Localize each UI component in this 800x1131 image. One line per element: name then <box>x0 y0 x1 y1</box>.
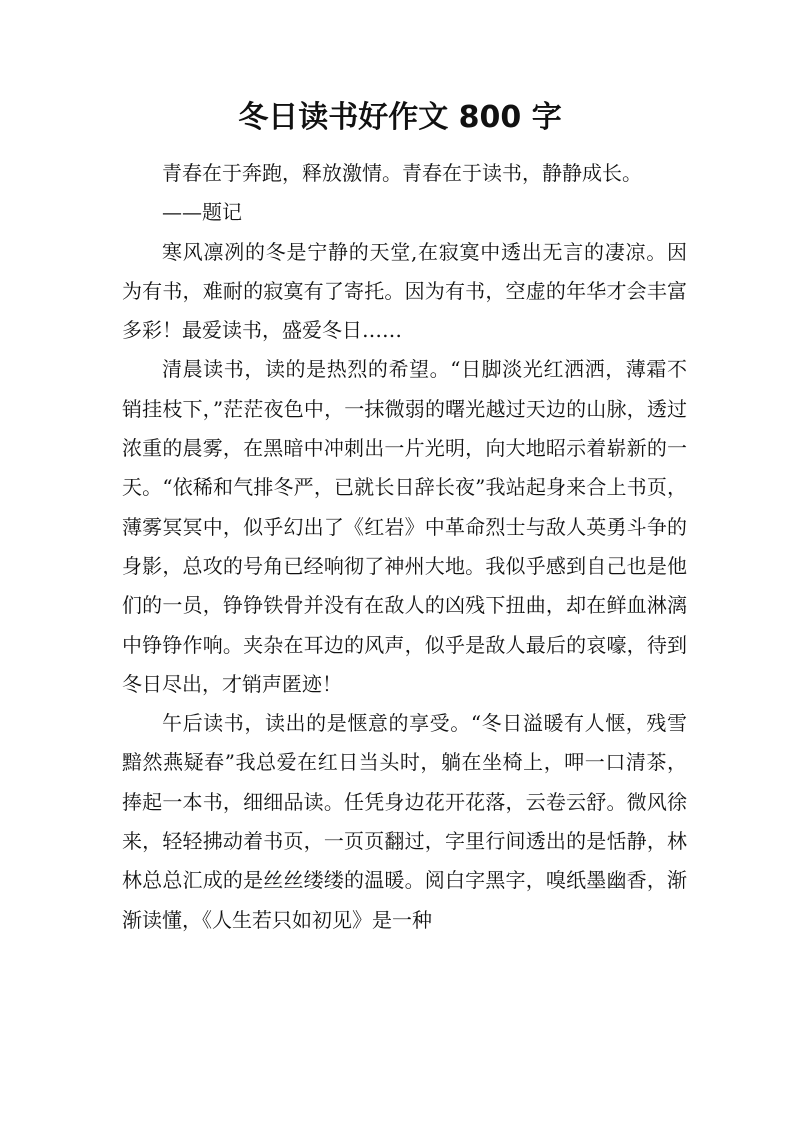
epigraph: 青春在于奔跑，释放激情。青春在于读书，静静成长。 <box>162 161 642 185</box>
epigraph-source: ——题记 <box>162 200 242 225</box>
paragraph-afternoon: 午后读书，读出的是惬意的享受。“冬日溢暖有人惬，残雪黯然燕疑春”我总爱在红日当头时，躺在坐椅上，呷一口清茶，捧起一本书，细细品读。任凭身边花开花落，云卷云舒。微风徐来，轻轻拂动着书页，一页页翻过，字里行间透出的是恬静，林林总总汇成的是丝丝缕缕的温暖。阅白字黑字，嗅纸墨幽香，渐渐读懂，《人生若只如初见》是一种 <box>122 711 687 932</box>
paragraph-intro: 寒风凛冽的冬是宁静的天堂,在寂寞中透出无言的凄凉。因为有书，难耐的寂寞有了寄托。因为有书，空虚的年华才会丰富多彩！最爱读书，盛爱冬日…… <box>122 239 687 343</box>
document-title: 冬日读书好作文 800 字 <box>238 100 562 135</box>
paragraph-morning: 清晨读书，读的是热烈的希望。“日脚淡光红洒洒，薄霜不销挂枝下，”茫茫夜色中，一抹微弱的曙光越过天边的山脉，透过浓重的晨雾，在黑暗中冲刺出一片光明，向大地昭示着崭新的一天。“依稀和气排冬严，已就长日辞长夜”我站起身来合上书页，薄雾冥冥中，似乎幻出了《红岩》中革命烈士与敌人英勇斗争的身影，总攻的号角已经响彻了神州大地。我似乎感到自己也是他们的一员，铮铮铁骨并没有在敌人的凶残下扭曲，却在鲜血淋漓中铮铮作响。夹杂在耳边的风声，似乎是敌人最后的哀嚎，待到冬日尽出，才销声匿迹！ <box>122 357 687 696</box>
document-body <box>122 154 687 940</box>
